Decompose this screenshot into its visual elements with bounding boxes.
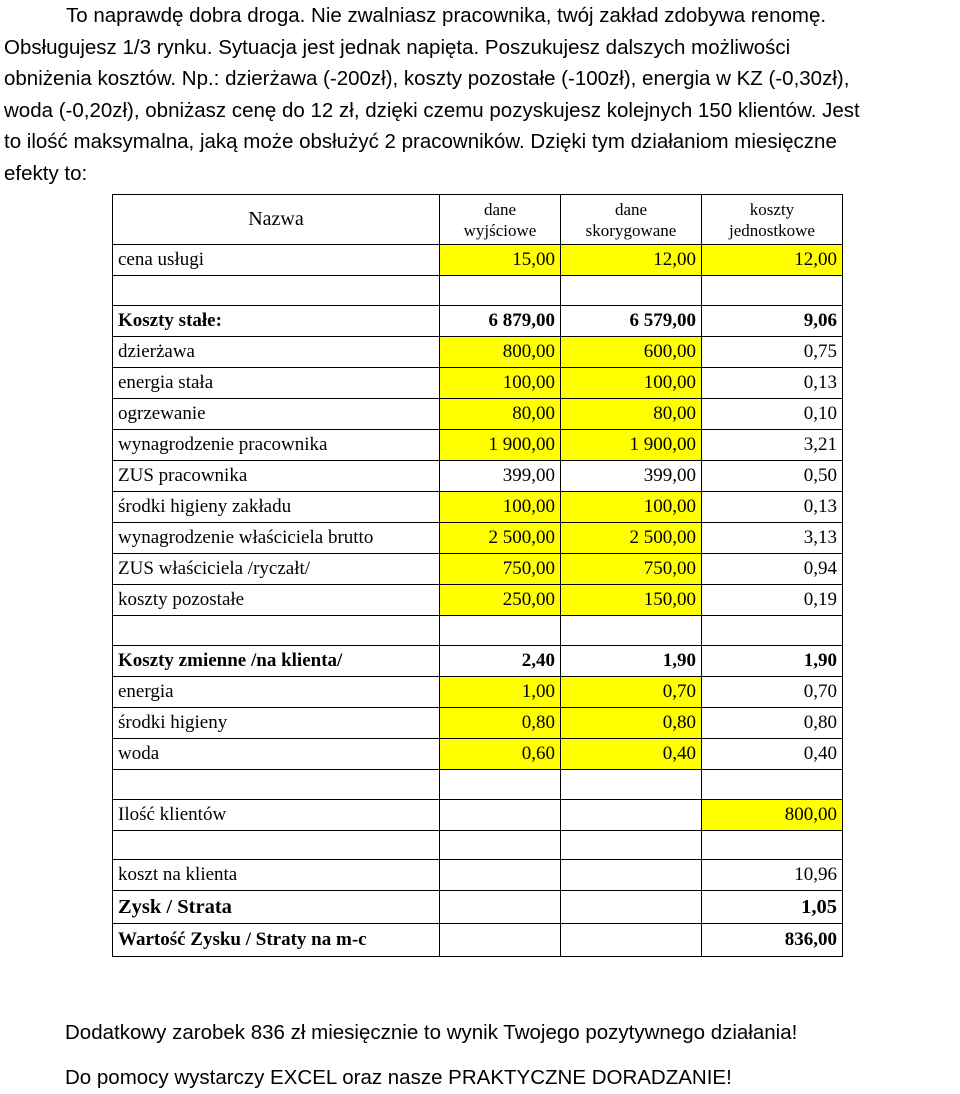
price-row [113,245,843,276]
cell-unit: 0,80 [702,708,843,739]
cell-corrected[interactable]: 0,80 [561,708,702,739]
intro-line: efekty to: [4,161,88,185]
cell-input[interactable]: 15,00 [440,245,561,276]
cell-corrected[interactable]: 750,00 [561,554,702,585]
row-label: środki higieny zakładu [113,492,440,523]
cell-unit: 0,10 [702,399,843,430]
row-label: środki higieny [113,708,440,739]
cell-corrected[interactable]: 12,00 [561,245,702,276]
cell-corrected[interactable]: 100,00 [561,368,702,399]
cell-corrected[interactable]: 80,00 [561,399,702,430]
table-header-row [113,195,843,245]
cell-corrected[interactable]: 600,00 [561,337,702,368]
monthly-profit-row [113,924,843,957]
cell-unit[interactable]: 12,00 [702,245,843,276]
profit-value: 1,05 [702,891,843,924]
cell-input[interactable]: 800,00 [440,337,561,368]
row-label: Zysk / Strata [113,891,440,924]
table-row [113,368,843,399]
row-label: Wartość Zysku / Straty na m-c [113,924,440,957]
header-unit-costs: koszty jednostkowe [702,195,843,245]
cell-input[interactable]: 80,00 [440,399,561,430]
cell-unit: 9,06 [702,306,843,337]
row-label: wynagrodzenie pracownika [113,430,440,461]
cell-input[interactable]: 1,00 [440,677,561,708]
cell-unit: 0,40 [702,739,843,770]
table-row [113,492,843,523]
cell-input[interactable]: 0,60 [440,739,561,770]
cell-unit: 0,13 [702,492,843,523]
cell-corrected[interactable]: 150,00 [561,585,702,616]
cell-corrected[interactable]: 2 500,00 [561,523,702,554]
table-row [113,585,843,616]
cell-corrected: 399,00 [561,461,702,492]
cell-input: 2,40 [440,646,561,677]
cell-corrected[interactable]: 0,40 [561,739,702,770]
cell-input[interactable]: 2 500,00 [440,523,561,554]
spacer-row [113,831,843,860]
table-row [113,337,843,368]
table-row [113,554,843,585]
cost-table [112,194,843,957]
table-row [113,677,843,708]
cell-unit: 1,90 [702,646,843,677]
row-label: ZUS właściciela /ryczałt/ [113,554,440,585]
profit-row [113,891,843,924]
row-label: energia [113,677,440,708]
row-label: dzierżawa [113,337,440,368]
header-name: Nazwa [113,195,440,245]
row-label: Koszty zmienne /na klienta/ [113,646,440,677]
cell-unit: 0,94 [702,554,843,585]
table-row [113,739,843,770]
cell-input: 399,00 [440,461,561,492]
variable-costs-total-row [113,646,843,677]
table-row [113,461,843,492]
cell-unit: 0,19 [702,585,843,616]
cost-per-client-value: 10,96 [702,860,843,891]
cell-unit: 0,70 [702,677,843,708]
row-label: ZUS pracownika [113,461,440,492]
row-label: ogrzewanie [113,399,440,430]
intro-line: Obsługujesz 1/3 rynku. Sytuacja jest jednak napięta. Poszukujesz dalszych możliwości [4,35,791,59]
row-label: cena usługi [113,245,440,276]
row-label: energia stała [113,368,440,399]
cell-unit: 0,13 [702,368,843,399]
clients-row [113,800,843,831]
cell-input[interactable]: 100,00 [440,492,561,523]
cell-unit: 0,75 [702,337,843,368]
cell-corrected[interactable]: 1 900,00 [561,430,702,461]
table-row [113,523,843,554]
cell-unit: 3,21 [702,430,843,461]
cell-input[interactable]: 100,00 [440,368,561,399]
spacer-row [113,616,843,646]
clients-value[interactable]: 800,00 [702,800,843,831]
spacer-row [113,276,843,306]
outro-line-1: Dodatkowy zarobek 836 zł miesięcznie to wynik Twojego pozytywnego działania! [65,1021,798,1044]
spacer-row [113,770,843,800]
cell-corrected: 6 579,00 [561,306,702,337]
fixed-costs-group [113,337,843,616]
intro-line: obniżenia kosztów. Np.: dzierżawa (-200zł), koszty pozostałe (-100zł), energia w KZ (-0,30zł), [4,67,850,91]
row-label: Ilość klientów [113,800,440,831]
cell-unit: 3,13 [702,523,843,554]
cell-corrected: 1,90 [561,646,702,677]
header-input-data: dane wyjściowe [440,195,561,245]
cell-input[interactable]: 750,00 [440,554,561,585]
cell-corrected[interactable]: 0,70 [561,677,702,708]
intro-paragraph [4,0,960,190]
row-label: wynagrodzenie właściciela brutto [113,523,440,554]
row-label: koszty pozostałe [113,585,440,616]
table-row [113,399,843,430]
cell-input: 6 879,00 [440,306,561,337]
intro-line: woda (-0,20zł), obniżasz cenę do 12 zł, dzięki czemu pozyskujesz kolejnych 150 klientów. Jest [4,98,860,122]
fixed-costs-total-row [113,306,843,337]
table-row [113,708,843,739]
cell-input[interactable]: 0,80 [440,708,561,739]
variable-costs-group [113,677,843,770]
header-corrected-data: dane skorygowane [561,195,702,245]
intro-line: To naprawdę dobra droga. Nie zwalniasz pracownika, twój zakład zdobywa renomę. [66,4,827,27]
row-label: Koszty stałe: [113,306,440,337]
cell-unit: 0,50 [702,461,843,492]
table-row [113,430,843,461]
cell-input[interactable]: 1 900,00 [440,430,561,461]
cell-input[interactable]: 250,00 [440,585,561,616]
cost-per-client-row [113,860,843,891]
row-label: woda [113,739,440,770]
intro-line: to ilość maksymalna, jaką może obsłużyć 2 pracowników. Dzięki tym działaniom miesięczne [4,130,837,154]
monthly-profit-value: 836,00 [702,924,843,957]
row-label: koszt na klienta [113,860,440,891]
outro-line-2: Do pomocy wystarczy EXCEL oraz nasze PRAKTYCZNE DORADZANIE! [65,1066,732,1089]
cell-corrected[interactable]: 100,00 [561,492,702,523]
